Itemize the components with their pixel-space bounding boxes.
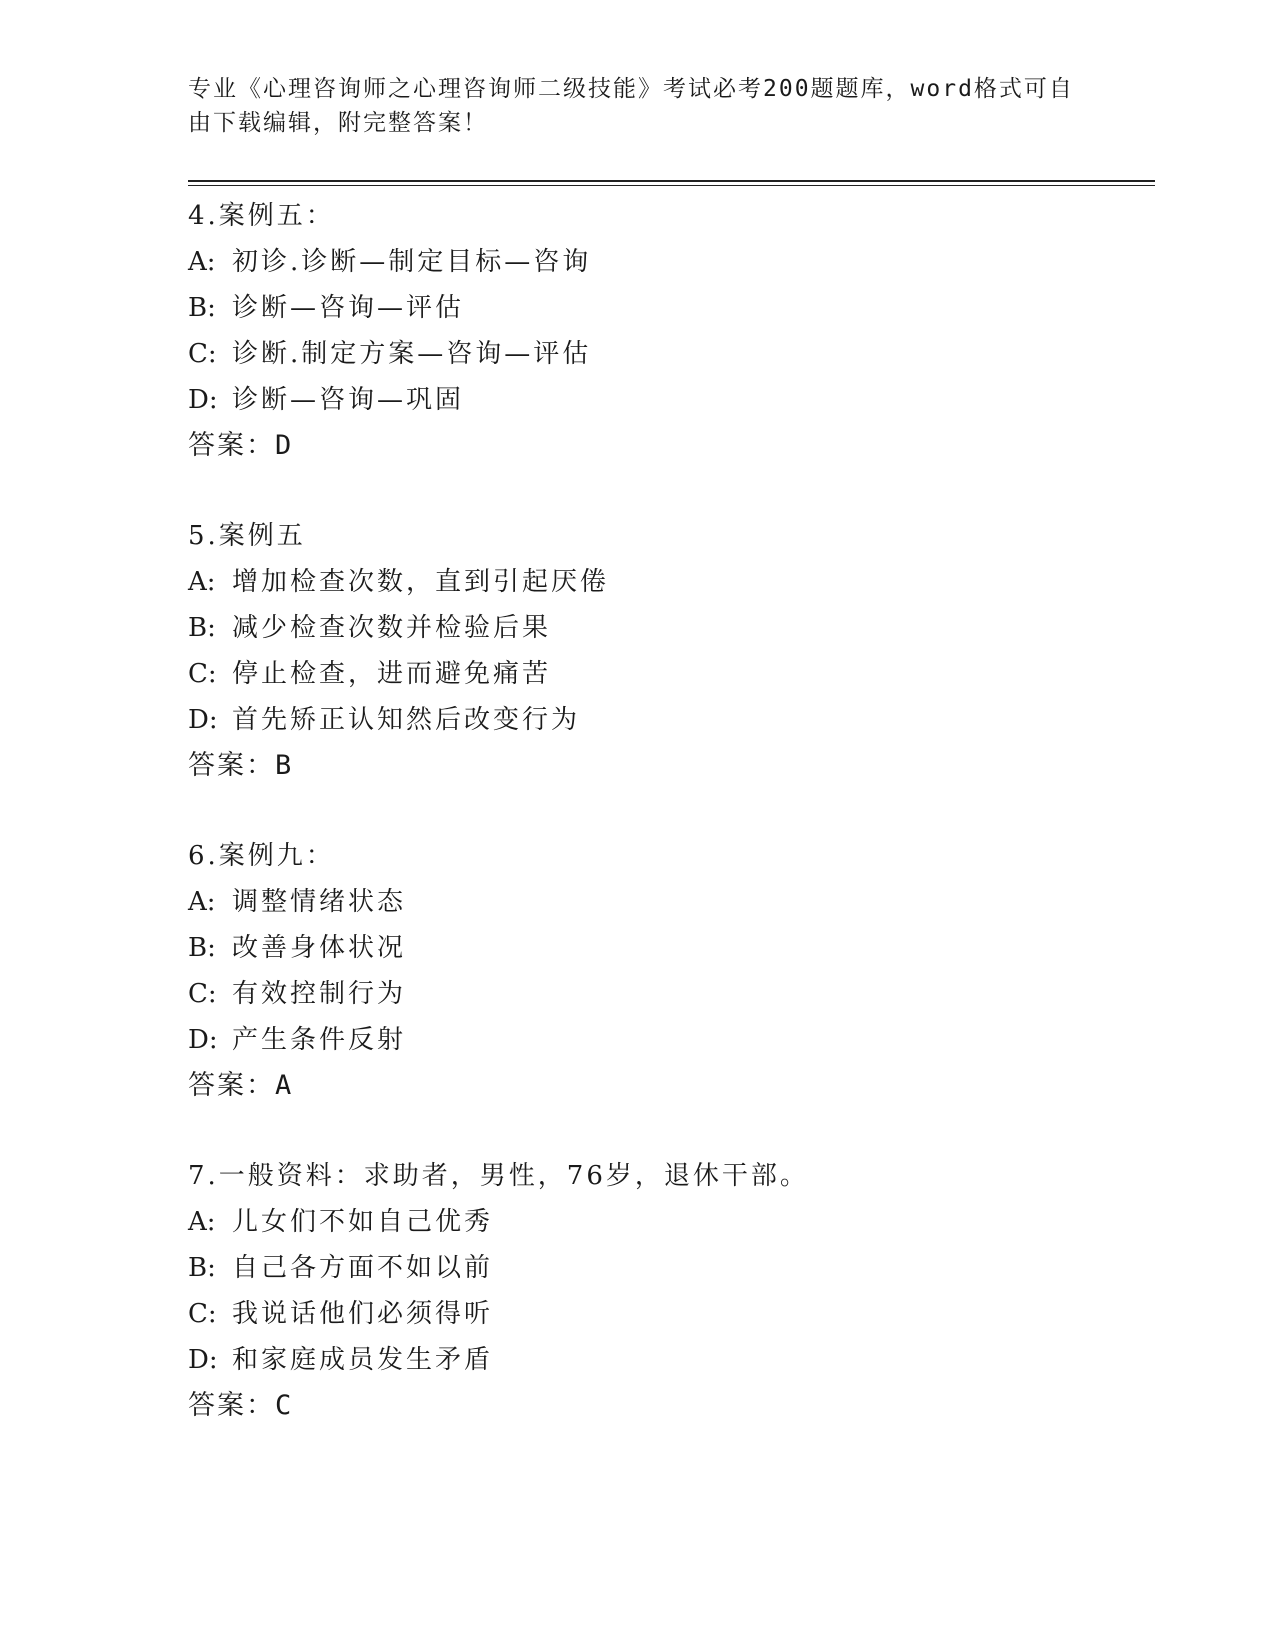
option-d (188, 1017, 1148, 1063)
option-letter: A: (188, 887, 216, 917)
option-letter: C: (188, 979, 217, 1009)
option-letter: C: (188, 339, 217, 369)
option-a (188, 879, 1148, 925)
option-letter: A: (188, 247, 216, 277)
option-b (188, 925, 1148, 971)
option-b (188, 1245, 1148, 1291)
option-c (188, 1291, 1148, 1337)
option-text: 产生条件反射 (232, 1025, 407, 1055)
option-letter: C: (188, 659, 217, 689)
header-divider-thin (188, 185, 1155, 186)
option-text: 初诊.诊断—制定目标—咨询 (232, 247, 592, 277)
document-header (188, 72, 1088, 140)
option-text: 诊断—咨询—评估 (232, 293, 465, 323)
option-letter: D: (188, 385, 218, 415)
option-text: 增加检查次数，直到引起厌倦 (232, 567, 610, 597)
option-text: 改善身体状况 (232, 933, 407, 963)
option-d (188, 697, 1148, 743)
answer-line: 答案：B (188, 750, 294, 781)
option-letter: D: (188, 705, 218, 735)
question-stem: 5.案例五 (188, 521, 306, 551)
option-a (188, 239, 1148, 285)
option-text: 我说话他们必须得听 (232, 1299, 494, 1329)
header-divider-thick (188, 180, 1155, 182)
question-stem: 4.案例五： (188, 201, 335, 231)
option-b (188, 605, 1148, 651)
option-text: 自己各方面不如以前 (232, 1253, 494, 1283)
option-text: 诊断—咨询—巩固 (232, 385, 465, 415)
question-gap (188, 789, 1148, 833)
answer-line: 答案：A (188, 1070, 294, 1101)
option-letter: B: (188, 293, 216, 323)
question-gap (188, 1109, 1148, 1153)
option-a (188, 559, 1148, 605)
option-letter: C: (188, 1299, 217, 1329)
option-c (188, 651, 1148, 697)
header-line-1: 专业《心理咨询师之心理咨询师二级技能》考试必考200题题库，word格式可自 (188, 76, 1074, 102)
option-text: 首先矫正认知然后改变行为 (232, 705, 581, 735)
option-letter: A: (188, 1207, 216, 1237)
option-text: 停止检查，进而避免痛苦 (232, 659, 552, 689)
option-letter: A: (188, 567, 216, 597)
answer-line: 答案：D (188, 430, 294, 461)
question-6 (188, 833, 1148, 1109)
question-4 (188, 193, 1148, 469)
option-b (188, 285, 1148, 331)
option-text: 减少检查次数并检验后果 (232, 613, 552, 643)
option-text: 儿女们不如自己优秀 (232, 1207, 494, 1237)
question-stem: 7.一般资料：求助者，男性，76岁，退休干部。 (188, 1161, 809, 1191)
option-d (188, 1337, 1148, 1383)
option-letter: B: (188, 933, 216, 963)
option-d (188, 377, 1148, 423)
question-stem: 6.案例九： (188, 841, 335, 871)
option-text: 和家庭成员发生矛盾 (232, 1345, 494, 1375)
option-text: 有效控制行为 (232, 979, 407, 1009)
option-letter: D: (188, 1025, 218, 1055)
option-c (188, 971, 1148, 1017)
option-a (188, 1199, 1148, 1245)
question-list (188, 193, 1148, 1429)
question-5 (188, 513, 1148, 789)
question-7 (188, 1153, 1148, 1429)
option-text: 调整情绪状态 (232, 887, 407, 917)
answer-line: 答案：C (188, 1390, 294, 1421)
option-letter: B: (188, 1253, 216, 1283)
option-c (188, 331, 1148, 377)
option-letter: B: (188, 613, 216, 643)
header-line-2: 由下载编辑，附完整答案！ (188, 110, 488, 136)
option-text: 诊断.制定方案—咨询—评估 (232, 339, 592, 369)
option-letter: D: (188, 1345, 218, 1375)
question-gap (188, 469, 1148, 513)
